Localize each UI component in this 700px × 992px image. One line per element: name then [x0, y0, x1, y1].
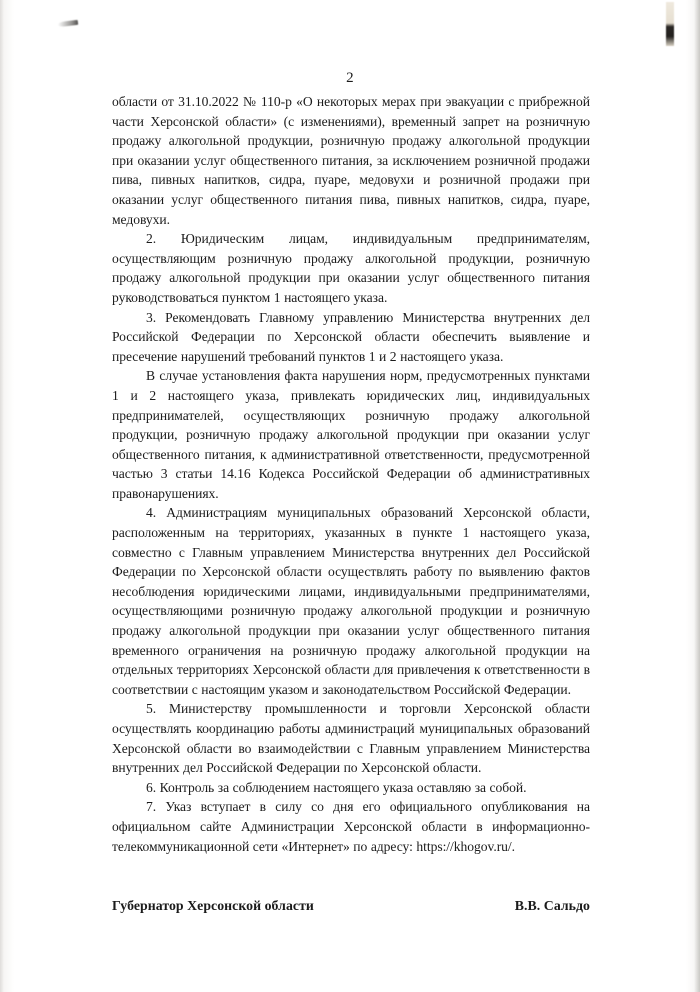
signatory-title: Губернатор Херсонской области: [112, 898, 314, 913]
paragraph-4: 4. Администрациям муниципальных образований Херсонской области, расположенным на территориях, указанных в пункте 1 настоящего указа, совместно с Главным управлением Министерства внутренних дел Российской Федерации по Херсонской области осуществлять работу по выявлению фактов несоблюдения юридическими лицами, индивидуальными предпринимателями, осуществляющими розничную продажу алкогольной продукции и розничную продажу алкогольной продукции при оказании услуг общественного питания временного ограничения на розничную продажу алкогольной продукции на отдельных территориях Херсонской области для привлечения к ответственности в соответствии с настоящим указом и законодательством Российской Федерации.: [112, 505, 590, 697]
scan-edge-shadow-left: [0, 0, 4, 992]
paragraph-continuation: области от 31.10.2022 № 110-р «О некоторых мерах при эвакуации с прибрежной части Херсонской области» (с изменениями), временный запрет на розничную продажу алкогольной продукции, розничную продажу алкогольной продукции при оказании услуг общественного питания, за исключением розничной продажи пива, пивных напитков, сидра, пуаре, медовухи и розничной продажи при оказании услуг общественного питания пива, пивных напитков, сидра, пуаре, медовухи.: [112, 94, 590, 227]
paragraph-6: 6. Контроль за соблюдением настоящего указа оставляю за собой.: [146, 779, 527, 795]
scan-artifact-smudge-icon: [58, 20, 78, 27]
paragraph-3: 3. Рекомендовать Главному управлению Министерства внутренних дел Российской Федерации по Херсонской области обеспечить выявление и пресечение нарушений требований пунктов 1 и 2 настоящего указа.: [112, 309, 590, 364]
signatory-name: В.В. Сальдо: [514, 898, 590, 913]
scan-artifact-mark-icon: [666, 2, 674, 46]
document-body: [112, 92, 590, 856]
scan-edge-shadow-right: [694, 0, 700, 992]
paragraph-3-subclause: В случае установления факта нарушения норм, предусмотренных пунктами 1 и 2 настоящего указа, привлекать юридических лиц, индивидуальных предпринимателей, осуществляющих розничную продажу алкогольной продукции, розничную продажу алкогольной продукции при оказании услуг общественного питания, к административной ответственности, предусмотренной частью 3 статьи 14.16 Кодекса Российской Федерации об административных правонарушениях.: [112, 368, 590, 501]
paragraph-7: 7. Указ вступает в силу со дня его официального опубликования на официальном сайте Администрации Херсонской области в информационно-телекоммуникационной сети «Интернет» по адресу: https://khogov.ru/.: [112, 799, 590, 854]
paragraph-5: 5. Министерству промышленности и торговли Херсонской области осуществлять координацию работы администраций муниципальных образований Херсонской области во взаимодействии с Главным управлением Министерства внутренних дел Российской Федерации по Херсонской области.: [112, 701, 590, 776]
page-number: 2: [346, 70, 354, 86]
signature-block: [112, 898, 590, 914]
paragraph-2: 2. Юридическим лицам, индивидуальным предпринимателям, осуществляющим розничную продажу алкогольной продукции, розничную продажу алкогольной продукции при оказании услуг общественного питания руководствоваться пунктом 1 настоящего указа.: [112, 231, 590, 305]
